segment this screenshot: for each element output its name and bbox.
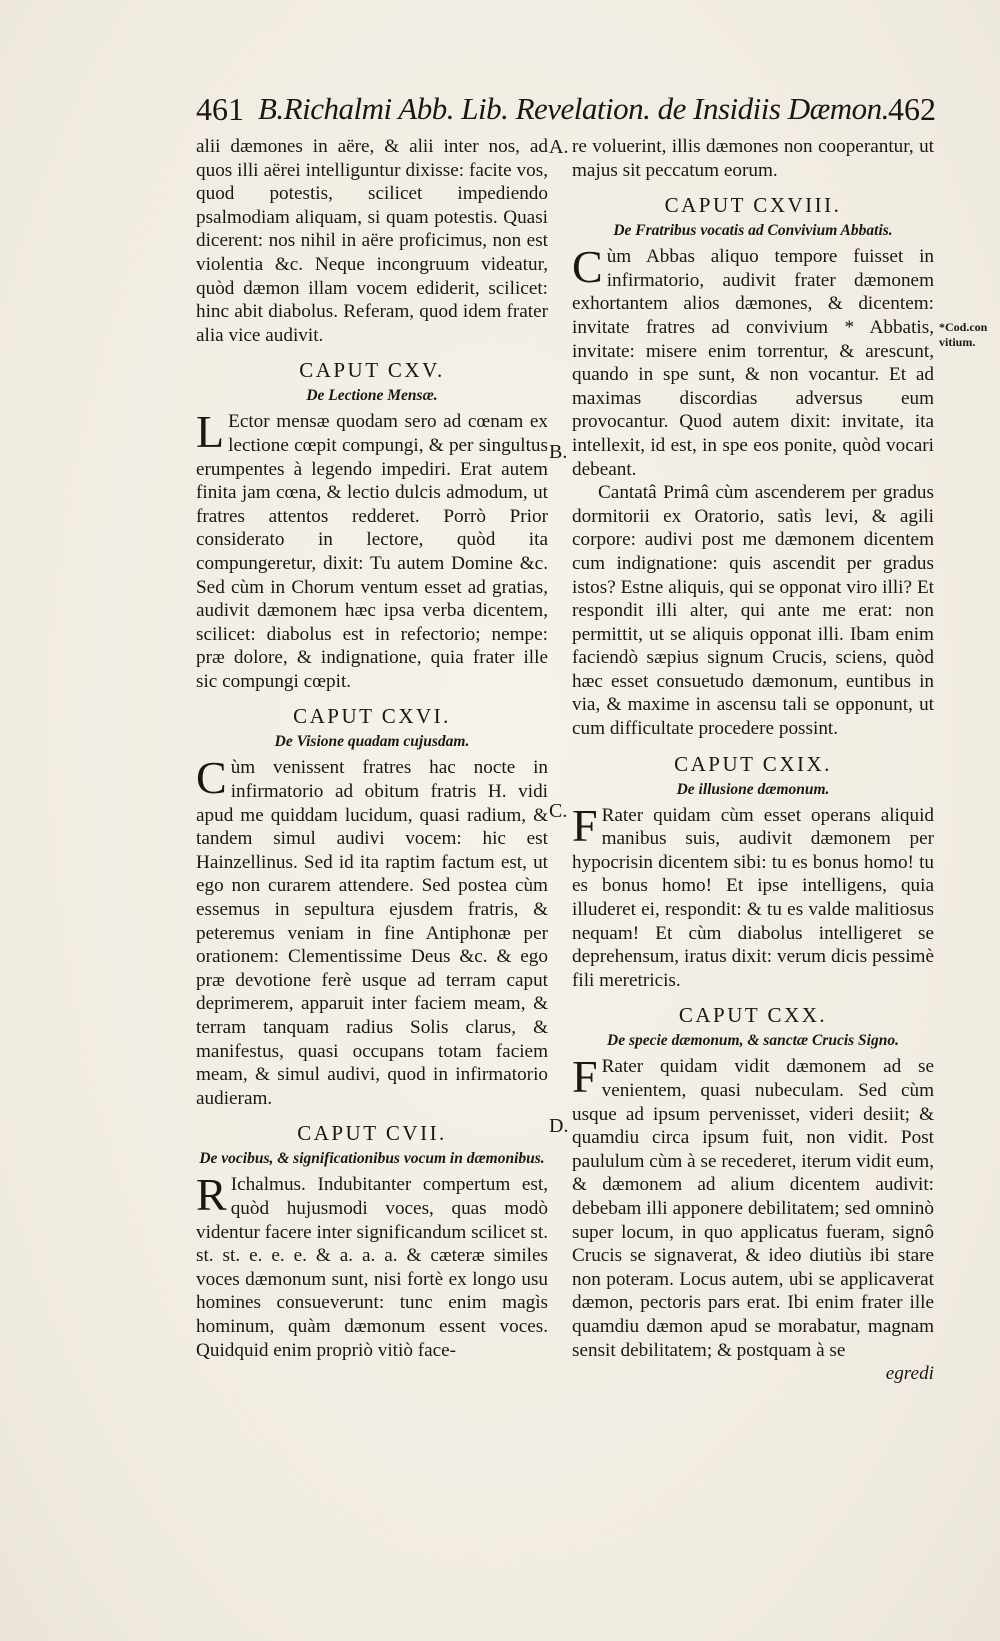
chapter-subtitle-119: De illusione dæmonum. (676, 780, 830, 798)
left-column (196, 135, 548, 1362)
paragraph-text: Rater quidam cùm esset operans aliquid manibus suis, audivit dæmonem per hypocrisin dicentem sibi: tu es bonus homo! tu es bonus homo! Et ipse intelligens, quia illuderet ei, respondit: & tu es valde malitiosus nequam! Et cùm diabolus intelligeret se deprehensum, iratus dixit: verum dicis pessimè fili meretricis. (572, 804, 934, 991)
drop-initial: C (572, 241, 603, 293)
drop-initial: F (572, 1051, 598, 1103)
paragraph (572, 799, 934, 993)
paragraph (196, 752, 548, 1110)
paragraph (196, 1169, 548, 1362)
page-number-right: 462 (888, 91, 936, 127)
paragraph (572, 1051, 934, 1362)
chapter-heading-119: CAPUT CXIX. (674, 751, 832, 776)
chapter-subtitle-120: De specie dæmonum, & sanctæ Crucis Signo. (607, 1032, 899, 1050)
right-column (572, 135, 934, 1386)
chapter-heading-120: CAPUT CXX. (678, 1003, 828, 1028)
catchword: egredi (885, 1363, 934, 1385)
chapter-subtitle-115: De Lectione Mensæ. (306, 387, 438, 405)
section-marker-d: D. (549, 1115, 569, 1137)
section-marker-a: A. (549, 136, 569, 158)
margin-note (939, 320, 987, 350)
chapter-heading-115: CAPUT CXV. (299, 358, 445, 383)
paragraph (196, 406, 548, 693)
margin-note-line: *Cod.con (939, 320, 988, 334)
drop-initial: F (572, 799, 598, 851)
running-header (196, 88, 936, 130)
page-number-left: 461 (196, 91, 244, 127)
section-marker-b: B. (549, 441, 568, 463)
chapter-heading-107: CAPUT CVII. (297, 1121, 447, 1146)
paragraph-text: Ector mensæ quodam sero ad cœnam ex lectione cœpit compungi, & per singultus erumpentes à legendo impediri. Erat autem finita jam cœna, & lectio dulcis admodum, ut fratres attentos redderet. Porrò Prior considerato in lectore, quòd ita compungeretur, dixit: Tu autem Domine &c. Sed cùm in Chorum ventum esset ad gratias, audivit dæmonem hæc ipsa verba dicentem, scilicet: diabolus est in refectorio; nempe: præ dolore, & indignatione, quia frater ille sic compungi cœpit. (196, 411, 548, 692)
paragraph-text: Rater quidam vidit dæmonem ad se venientem, quasi nubeculam. Sed cùm usque ad ipsum pervenisset, videri desiit; & quamdiu circa ipsum fuit, non vidit. Post paululum cùm à se recederet, iterum vidit eum, & dæmonem ad alium dicentem audivit: debebam illi apponere debilitatem; sed omninò super locum, in quo applicatus fueram, signô Crucis se signaverat, & ideo diutiùs ibi stare non poteram. Locus autem, ubi se applicaverat dæmon, pectoris pars erat. Ibi enim frater ille quamdiu dæmon apud se morabatur, magnam sensit debilitatem; & postquam à se (572, 1056, 934, 1361)
chapter-heading-116: CAPUT CXVI. (293, 704, 451, 729)
paragraph: Cantatâ Primâ cùm ascenderem per gradus dormitorii ex Oratorio, satìs levi, & agili corpore: audivi post me dæmonem dicentem cum indignatione: quis ascendit per gradus istos? Estne aliquis, qui se opponat viro illi? Et respondit illi alter, qui ante me erat: non permittit, ut se aliquis opponat illi. Ibam enim faciendò sæpius signum Crucis, sciens, quòd hæc esset consuetudo dæmonum, euntibus in via, & maxime in ascensu tali se opponunt, ut cum difficultate procedere possint. (572, 482, 934, 740)
chapter-subtitle-118: De Fratribus vocatis ad Convivium Abbatis. (613, 222, 893, 240)
section-marker-c: C. (549, 800, 568, 822)
chapter-subtitle-116: De Visione quadam cujusdam. (274, 733, 470, 751)
paragraph-text: Ichalmus. Indubitanter compertum est, quòd hujusmodi voces, quas modò videntur facere inter significandum scilicet st. st. st. e. e. e. & a. a. a. & cæteræ similes voces dæmonum sunt, nisi fortè ex longo usu homines consueverunt: tunc enim magìs hominum, quàm dæmonum essent voces. Quidquid enim propriò vitiò face- (196, 1174, 548, 1361)
margin-note-line: vitium. (939, 335, 976, 349)
paragraph-text: ùm venissent fratres hac nocte in infirmatorio ad obitum fratris H. vidi apud me quiddam lucidum, quasi radium, & tandem simul audivi vocem: hic est Hainzellinus. Sed id ita raptim factum est, ut ego non curarem attendere. Sed postea cùm essemus in sepultura ejusdem fratris, & peteremus veniam in fine Antiphonæ per orationem: Clementissime Deus &c. & ego præ devotione ferè usque ad terram caput deprimerem, apparuit inter faciem meam, & terram tanquam radius Solis clarus, & manifestus, quasi occupans totam faciem meam, & simul audivi, quod in infirmatorio audieram. (196, 757, 548, 1109)
paragraph: re voluerint, illis dæmones non cooperantur, ut majus sit peccatum eorum. (572, 136, 934, 181)
chapter-heading-118: CAPUT CXVIII. (664, 193, 842, 218)
paragraph-text: ùm Abbas aliquo tempore fuisset in infirmatorio, audivit frater dæmonem exhortantem alios dæmones, & dicentem: invitate fratres ad convivium * Abbatis, invitate: misere enim torrentur, & arescunt, quando in spe sunt, & non vocantur. Et ad maximas discordias adversus eum provocantur. Quod autem dixit: invitate, ita intellexit, id est, in spe eos ponite, quòd vocari debeant. (572, 246, 934, 480)
drop-initial: C (196, 752, 227, 804)
drop-initial: L (196, 406, 225, 458)
running-title: B.Richalmi Abb. Lib. Revelation. de Insidiis Dæmon. (258, 91, 889, 126)
paragraph: alii dæmones in aëre, & alii inter nos, ad quos illi aërei intelliguntur dixisse: facite vos, quod potestis, scilicet impediendo psalmodiam aliquam, si quam potestis. Quasi dicerent: nos nihil in aëre proficimus, non est violentia &c. Neque incongruum videatur, quòd dæmon illam vocem ediderit, scilicet: hinc abit diabolus. Referam, quod idem frater alia vice audivit. (196, 136, 548, 346)
drop-initial: R (196, 1169, 227, 1221)
chapter-subtitle-107: De vocibus, & significationibus vocum in dæmonibus. (199, 1150, 545, 1168)
paragraph (572, 241, 934, 481)
